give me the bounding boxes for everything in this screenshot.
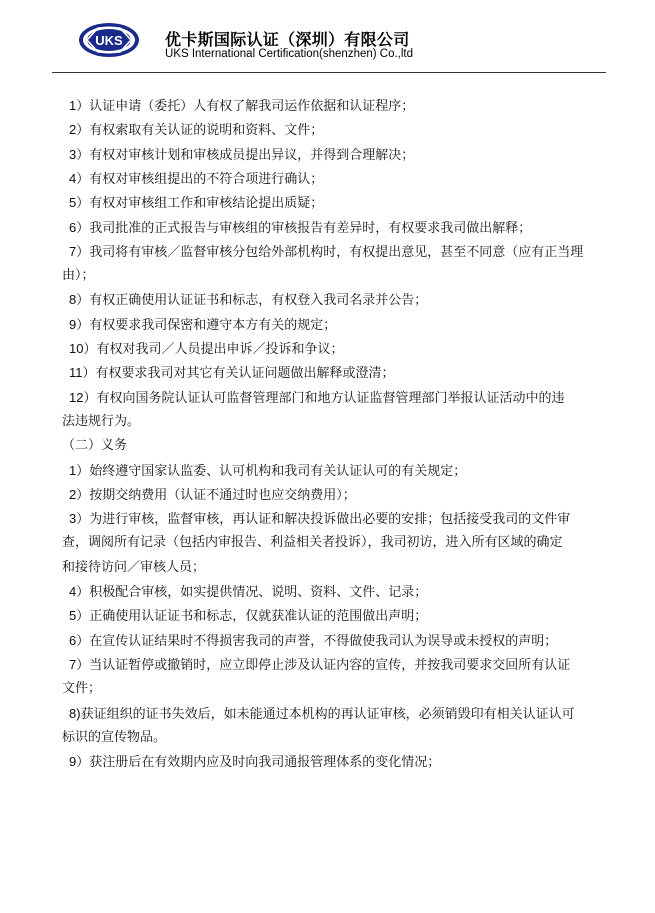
right-item — [69, 194, 323, 213]
duty-text: 按期交纳费用（认证不通过时也应交纳费用）； — [89, 487, 356, 503]
right-number: 11） — [69, 365, 96, 381]
right-text: 有权索取有关认证的说明和资料、文件； — [89, 123, 324, 139]
duty-item-continuation — [62, 680, 101, 698]
duty-text: 获证组织的证书失效后，如未能通过本机构的再认证审核，必须销毁印有相关认证认可 — [80, 706, 575, 722]
right-number: 5） — [69, 195, 90, 211]
duty-text: 当认证暂停或撤销时，应立即停止涉及认证内容的宣传，并按我司要求交回所有认证 — [89, 657, 571, 673]
right-text: 有权向国务院认证认可监督管理部门和地方认证监督管理部门举报认证活动中的违 — [96, 390, 565, 406]
right-item — [69, 340, 343, 359]
duty-item — [69, 753, 440, 772]
right-number: 2） — [69, 122, 90, 138]
duty-item — [69, 632, 557, 651]
right-number: 1） — [69, 98, 90, 113]
section-title — [62, 437, 127, 455]
right-text: 认证申请（委托）人有权了解我司运作依据和认证程序； — [89, 99, 415, 114]
duty-item — [69, 486, 356, 505]
right-item — [69, 316, 336, 335]
right-number: 4） — [69, 170, 90, 186]
right-number: 6） — [69, 219, 90, 235]
right-item-continuation — [62, 413, 140, 431]
duty-number: 1） — [69, 462, 90, 478]
duty-text-continued: 和接待访问／审核人员； — [62, 559, 206, 575]
right-text: 有权对审核组提出的不符合项进行确认； — [89, 171, 324, 187]
right-item — [69, 219, 531, 238]
right-item — [69, 389, 564, 408]
logo-text: UKS — [95, 33, 123, 48]
duty-text-continued: 标识的宣传物品。 — [62, 729, 167, 745]
right-text: 有权对审核计划和审核成员提出异议，并得到合理解决； — [89, 147, 415, 163]
right-number: 7） — [69, 243, 90, 259]
duty-text: 正确使用认证证书和标志，仅就获准认证的范围做出声明； — [89, 609, 428, 625]
duty-item-continuation — [62, 534, 563, 552]
right-text: 有权要求我司保密和遵守本方有关的规定； — [89, 317, 337, 333]
duty-item — [69, 583, 427, 602]
duty-number: 7） — [69, 656, 90, 672]
right-item — [69, 364, 395, 383]
duty-number: 9） — [69, 754, 90, 770]
right-item — [69, 291, 427, 310]
right-number: 12） — [69, 389, 97, 405]
right-item — [69, 121, 323, 140]
company-name-cn: 优卡斯国际认证（深圳）有限公司 — [165, 30, 410, 49]
company-name-en: UKS International Certification(shenzhen) Co.,ltd — [165, 48, 414, 60]
duty-number: 6） — [69, 632, 90, 648]
right-text: 有权要求我司对其它有关认证问题做出解释或澄清； — [95, 366, 395, 382]
page-header — [0, 0, 655, 76]
uks-logo — [78, 22, 140, 58]
right-item — [69, 243, 583, 262]
duty-number: 3） — [69, 511, 90, 527]
duty-item-continuation — [62, 559, 205, 577]
right-item-continuation — [62, 267, 95, 285]
duty-item — [69, 705, 575, 724]
right-item — [69, 170, 323, 189]
duty-item-continuation — [62, 729, 166, 747]
duty-item — [69, 656, 570, 675]
duty-text: 获注册后在有效期内应及时向我司通报管理体系的变化情况； — [89, 755, 441, 771]
right-item — [69, 146, 414, 165]
right-item — [69, 97, 414, 116]
right-text: 我司将有审核／监督审核分包给外部机构时，有权提出意见，甚至不同意（应有正当理 — [89, 244, 584, 260]
duty-item — [69, 510, 570, 529]
duty-text-continued: 查，调阅所有记录（包括内审报告、利益相关者投诉），我司初访，进入所有区域的确定 — [62, 535, 563, 551]
duty-number: 8) — [69, 705, 81, 721]
header-divider — [52, 72, 606, 73]
duty-item — [69, 462, 466, 481]
right-text-continued: 由）； — [62, 268, 95, 284]
duty-text-continued: 文件； — [62, 681, 102, 697]
duty-text: 为进行审核，监督审核，再认证和解决投诉做出必要的安排；包括接受我司的文件审 — [89, 512, 571, 528]
right-number: 9） — [69, 316, 90, 332]
right-text: 有权对我司／人员提出申诉／投诉和争议； — [96, 342, 344, 357]
duty-number: 4） — [69, 584, 90, 599]
duty-item — [69, 607, 427, 626]
duty-number: 5） — [69, 608, 90, 624]
duty-text: 在宣传认证结果时不得损害我司的声誉，不得做使我司认为误导或未授权的声明； — [89, 633, 558, 649]
right-number: 3） — [69, 146, 90, 162]
right-text: 我司批准的正式报告与审核组的审核报告有差异时，有权要求我司做出解释； — [89, 220, 532, 236]
right-text: 有权对审核组工作和审核结论提出质疑； — [89, 196, 324, 212]
right-number: 8） — [69, 292, 90, 308]
duty-text: 始终遵守国家认监委、认可机构和我司有关认证认可的有关规定； — [89, 463, 467, 479]
section-heading-obligations: （二）义务 — [62, 438, 128, 454]
duty-number: 2） — [69, 486, 90, 502]
duty-text: 积极配合审核，如实提供情况、说明、资料、文件、记录； — [89, 585, 428, 600]
right-text-continued: 法违规行为。 — [62, 413, 141, 429]
right-number: 10） — [69, 341, 97, 356]
right-text: 有权正确使用认证证书和标志，有权登入我司名录并公告； — [89, 293, 428, 309]
